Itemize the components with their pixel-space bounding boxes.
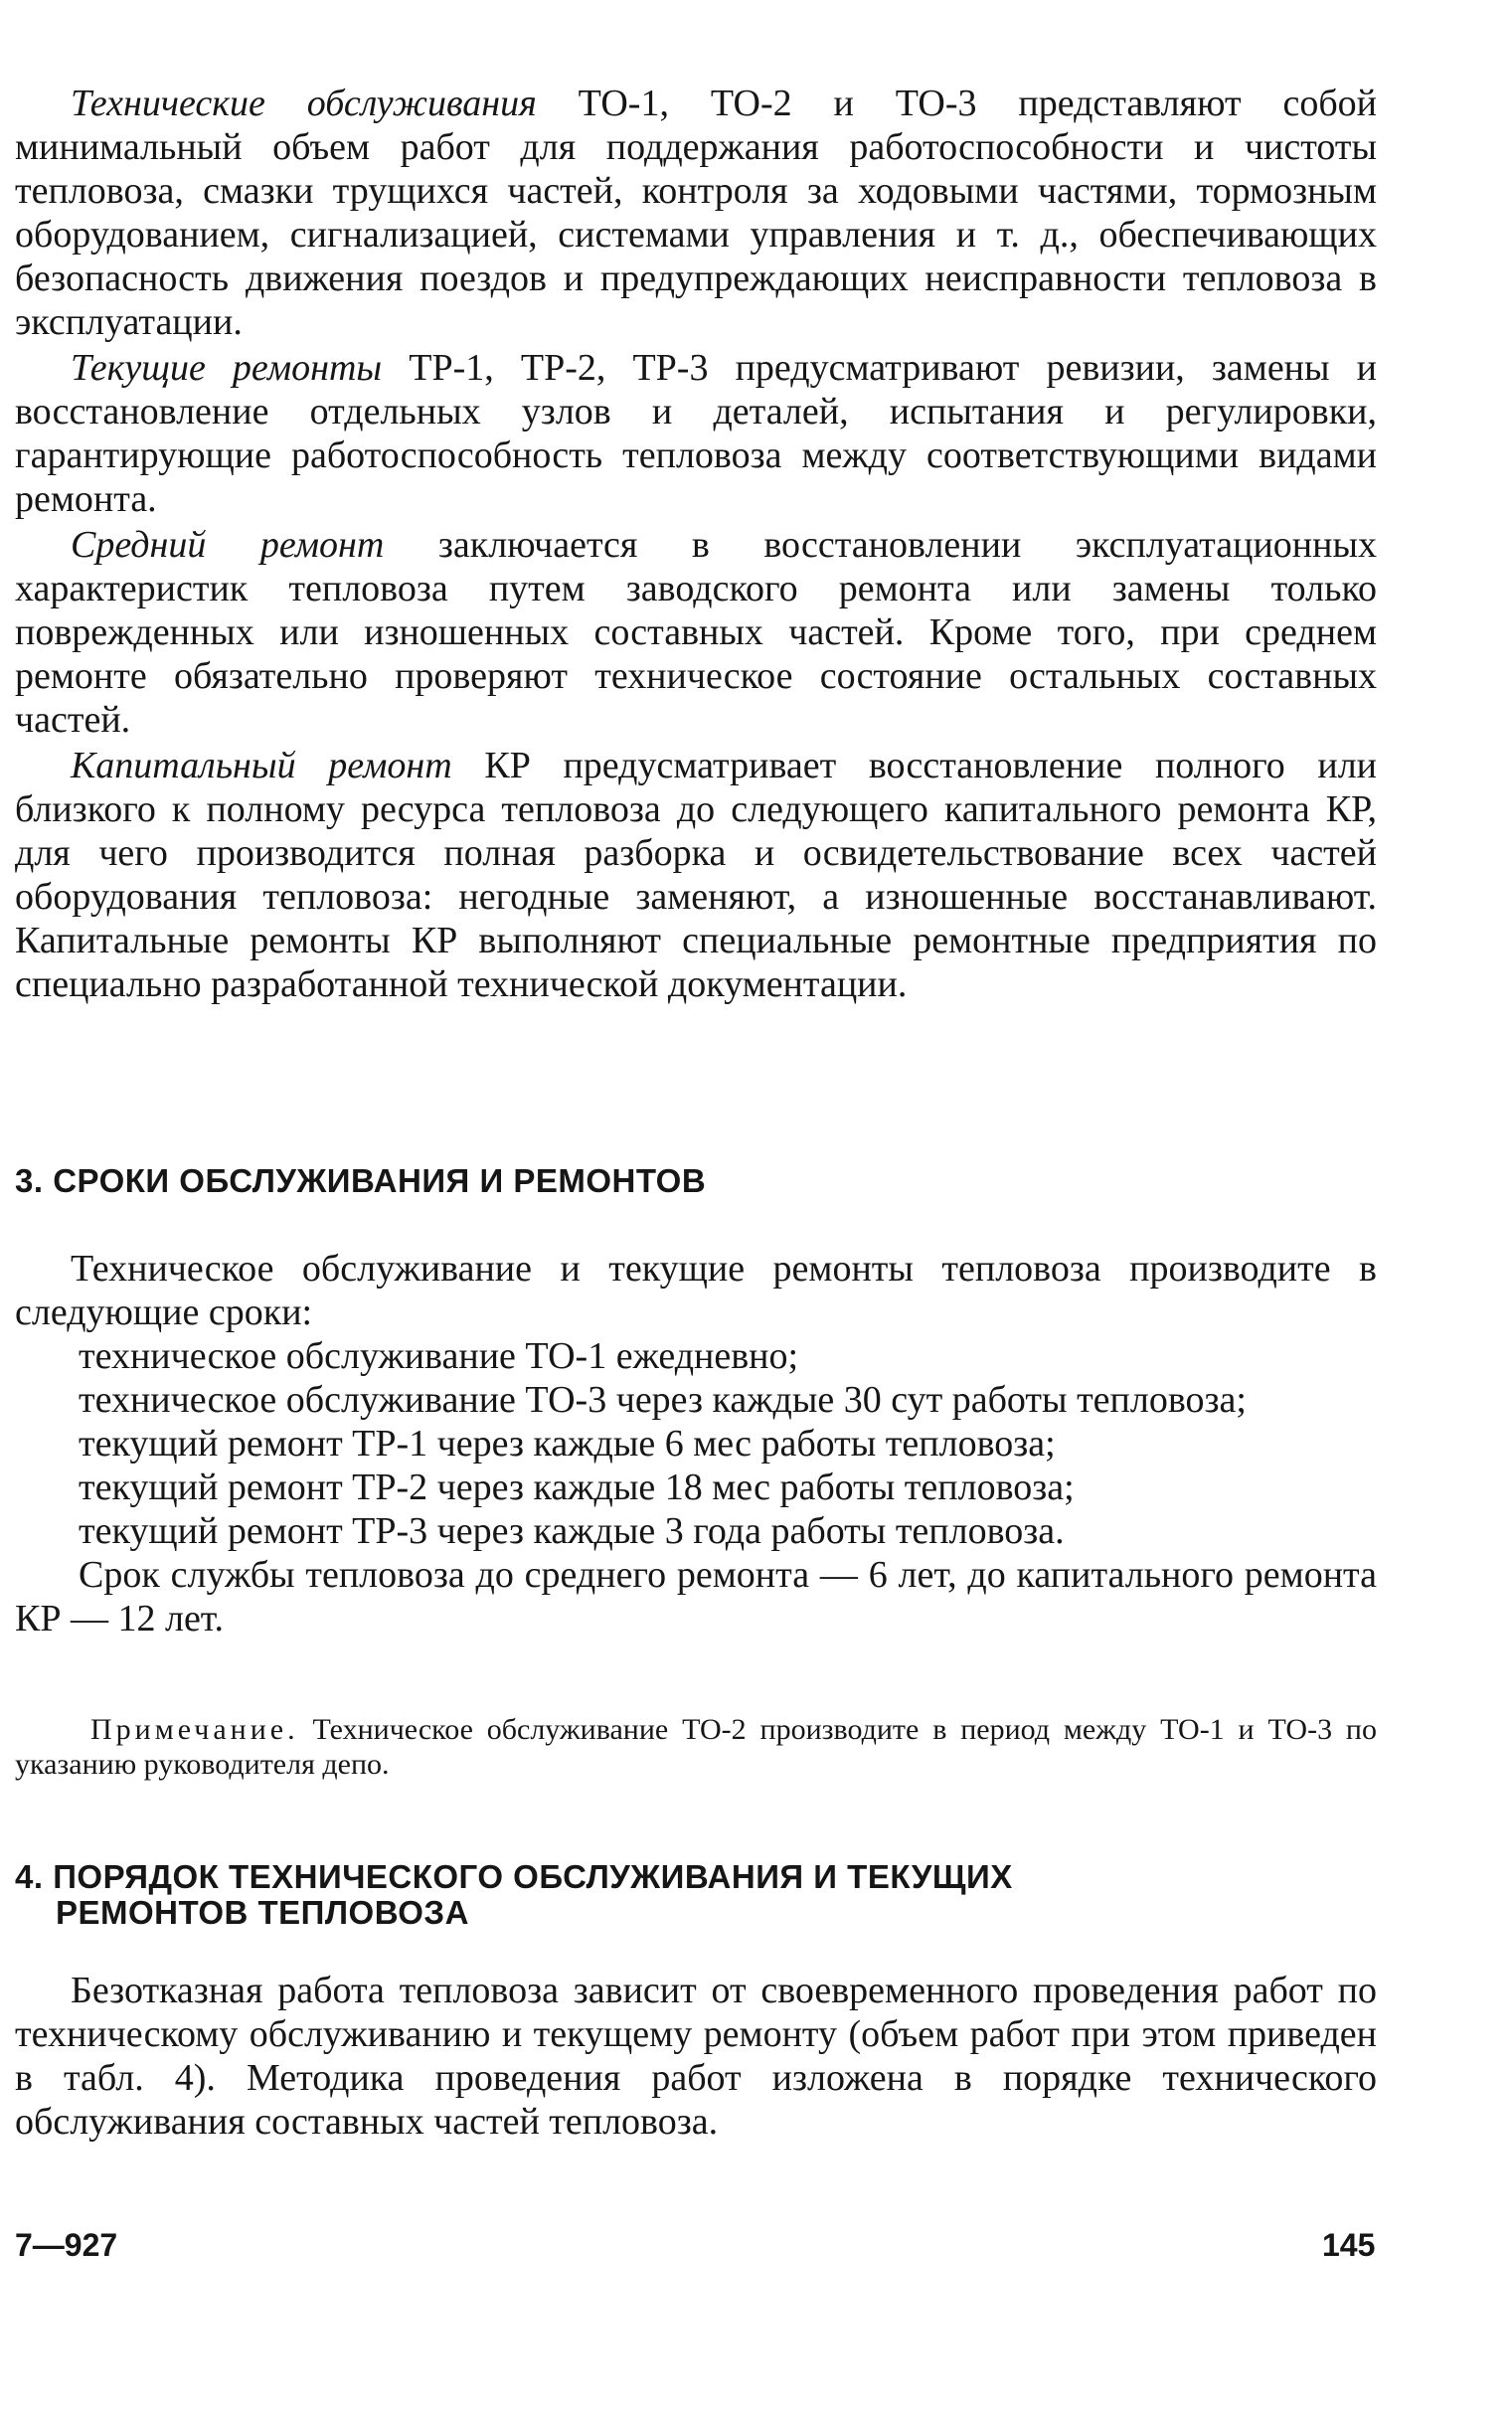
section-4-heading bbox=[15, 1859, 1013, 1931]
text-to: ТО-1, ТО-2 и ТО-3 представляют собой минимальный объем работ для поддержания работоспособности и чистоты тепловоза, смазки трущихся частей, контроля за ходовыми частями, тормозным оборудованием, сигнализацией, системами управления и т. д., обеспечивающих безопасность движения поездов и предупреждающих неисправности тепловоза в эксплуатации. bbox=[15, 83, 1378, 343]
note-text: Техническое обслуживание ТО-2 производите в период между ТО-1 и ТО-3 по указанию руководителя депо. bbox=[15, 1713, 1377, 1781]
note-label: Примечание. bbox=[90, 1713, 299, 1746]
text-sr: заключается в восстановлении эксплуатационных характеристик тепловоза путем заводского ремонта или замены только поврежденных или изношенных составных частей. Кроме того, при среднем ремонте обязательно проверяют техническое состояние остальных составных частей. bbox=[15, 524, 1377, 741]
section-3-heading: 3. СРОКИ ОБСЛУЖИВАНИЯ И РЕМОНТОВ bbox=[15, 1162, 707, 1199]
section-4-heading-line-1: 4. ПОРЯДОК ТЕХНИЧЕСКОГО ОБСЛУЖИВАНИЯ И ТЕКУЩИХ bbox=[15, 1858, 1013, 1895]
paragraph-kr bbox=[15, 744, 1377, 1006]
term-tr: Текущие ремонты bbox=[71, 347, 383, 389]
maintenance-types-section bbox=[15, 82, 1377, 1006]
printer-signature: 7—927 bbox=[15, 2227, 118, 2263]
schedule-item: текущий ремонт ТР-3 через каждые 3 года работы тепловоза. bbox=[79, 1510, 1065, 1552]
page-number: 145 bbox=[1322, 2227, 1376, 2263]
procedure-text: Безотказная работа тепловоза зависит от своевременного проведения работ по техническому обслуживанию и текущему ремонту (объем работ при этом приведен в табл. 4). Методика проведения работ изложена в порядке технического обслуживания составных частей тепловоза. bbox=[15, 1970, 1377, 2143]
schedule-section bbox=[15, 1247, 1377, 1640]
note bbox=[15, 1712, 1377, 1782]
term-sr: Средний ремонт bbox=[71, 524, 385, 566]
term-to: Технические обслуживания bbox=[71, 83, 537, 124]
schedule-item: техническое обслуживание ТО-3 через каждые 30 сут работы тепловоза; bbox=[79, 1379, 1247, 1421]
schedule-item: текущий ремонт ТР-1 через каждые 6 мес работы тепловоза; bbox=[79, 1423, 1056, 1465]
section-4-heading-line-2: РЕМОНТОВ ТЕПЛОВОЗА bbox=[56, 1894, 469, 1931]
paragraph-tr bbox=[15, 346, 1377, 521]
paragraph-sr bbox=[15, 523, 1377, 742]
schedule-item: техническое обслуживание ТО-1 ежедневно; bbox=[79, 1335, 799, 1377]
procedure-section bbox=[15, 1969, 1377, 2144]
schedule-intro: Техническое обслуживание и текущие ремонты тепловоза производите в следующие сроки: bbox=[15, 1248, 1377, 1333]
term-kr: Капитальный ремонт bbox=[71, 745, 452, 786]
text-tr: ТР-1, ТР-2, ТР-3 предусматривают ревизии, замены и восстановление отдельных узлов и деталей, испытания и регулировки, гарантирующие работоспособность тепловоза между соответствующими видами ремонта. bbox=[15, 347, 1377, 520]
text-kr: КР предусматривает восстановление полного или близкого к полному ресурса тепловоза до следующего капитального ремонта КР, для чего производится полная разборка и освидетельствование всех частей оборудования тепловоза: негодные заменяют, а изношенные восстанавливают. Капитальные ремонты КР выполняют специальные ремонтные предприятия по специально разработанной технической документации. bbox=[15, 745, 1377, 1005]
paragraph-to bbox=[15, 82, 1377, 344]
service-life-text: Срок службы тепловоза до среднего ремонта — 6 лет, до капитального ремонта КР — 12 лет. bbox=[15, 1554, 1377, 1639]
schedule-item: текущий ремонт ТР-2 через каждые 18 мес работы тепловоза; bbox=[79, 1467, 1075, 1508]
